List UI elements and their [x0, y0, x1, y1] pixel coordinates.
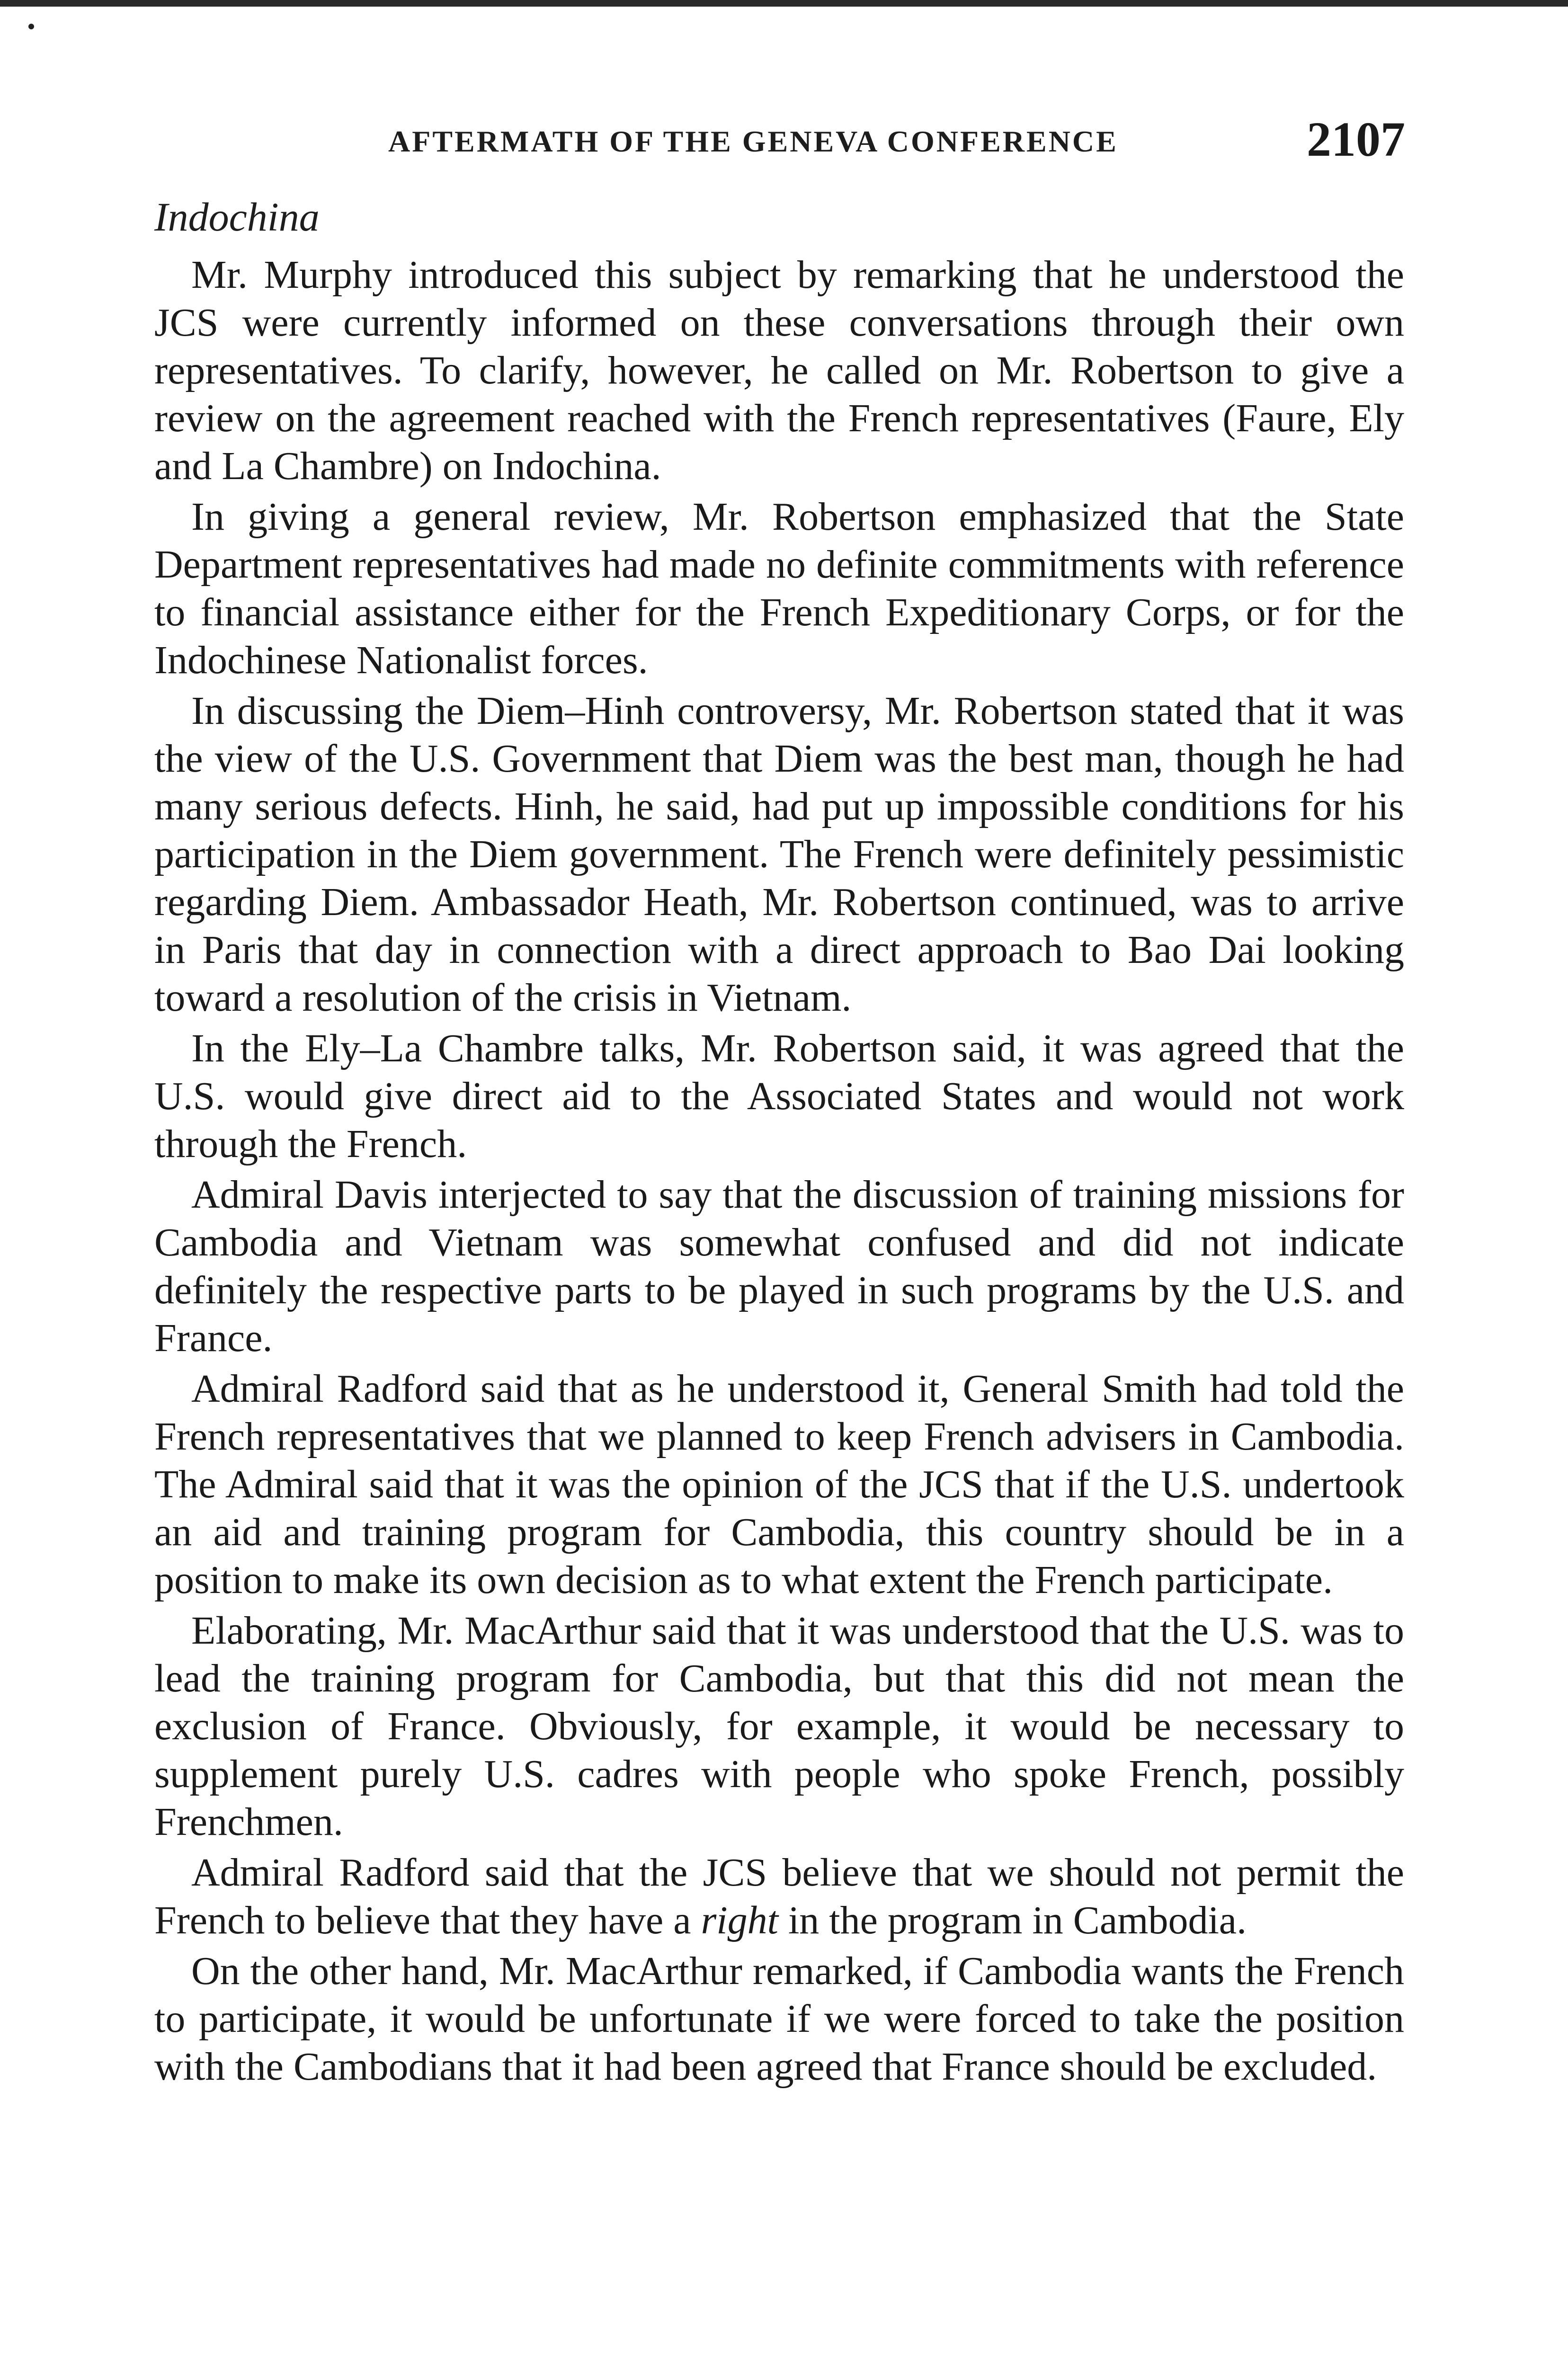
- paragraph-text: in the program in Cambodia.: [778, 1898, 1247, 1942]
- paragraph: On the other hand, Mr. MacArthur remarked, if Cambodia wants the French to participate, it would be unfortunate if we were forced to take the position with the Cambodians that it had been agreed that France should be excluded.: [154, 1949, 1404, 2089]
- paragraph: In the Ely–La Chambre talks, Mr. Robertson said, it was agreed that the U.S. would give direct aid to the Associated States and would not work through the French.: [154, 1026, 1404, 1166]
- page-number: 2107: [1307, 112, 1405, 167]
- emphasis-text: right: [701, 1898, 778, 1942]
- top-rule: [0, 0, 1568, 7]
- section-title: Indochina: [154, 194, 320, 240]
- running-head: AFTERMATH OF THE GENEVA CONFERENCE: [388, 125, 1118, 158]
- paragraph: Mr. Murphy introduced this subject by remarking that he understood the JCS were currently informed on these conversations through their own representatives. To clarify, however, he called on Mr. Robertson to give a review on the agreement reached with the French representatives (Faure, Ely and La Chambre) on Indochina.: [154, 253, 1404, 488]
- paragraph: [154, 1849, 1404, 1944]
- body-text: [154, 251, 1404, 2093]
- paragraph: In discussing the Diem–Hinh controversy, Mr. Robertson stated that it was the view of the U.S. Government that Diem was the best man, though he had many serious defects. Hinh, he said, had put up impossible conditions for his participation in the Diem government. The French were definitely pessimistic regarding Diem. Ambassador Heath, Mr. Robertson continued, was to arrive in Paris that day in connection with a direct approach to Bao Dai looking toward a resolution of the crisis in Vietnam.: [154, 689, 1404, 1020]
- paragraph: Admiral Davis interjected to say that the discussion of training missions for Cambodia and Vietnam was somewhat confused and did not indicate definitely the respective parts to be played in such programs by the U.S. and France.: [154, 1173, 1404, 1360]
- paragraph: Elaborating, Mr. MacArthur said that it was understood that the U.S. was to lead the training program for Cambodia, but that this did not mean the exclusion of France. Obviously, for example, it would be necessary to supplement purely U.S. cadres with people who spoke French, possibly Frenchmen.: [154, 1609, 1404, 1844]
- scan-speck: [28, 24, 34, 29]
- paragraph-text: Admiral Radford said that the JCS believe that we should not permit the French to believe that they have a: [154, 1851, 1404, 1942]
- paragraph: In giving a general review, Mr. Robertson emphasized that the State Department representatives had made no definite commitments with reference to financial assistance either for the French Expeditionary Corps, or for the Indochinese Nationalist forces.: [154, 495, 1404, 682]
- paragraph: Admiral Radford said that as he understood it, General Smith had told the French representatives that we planned to keep French advisers in Cambodia. The Admiral said that it was the opinion of the JCS that if the U.S. undertook an aid and training program for Cambodia, this country should be in a position to make its own decision as to what extent the French participate.: [154, 1367, 1404, 1602]
